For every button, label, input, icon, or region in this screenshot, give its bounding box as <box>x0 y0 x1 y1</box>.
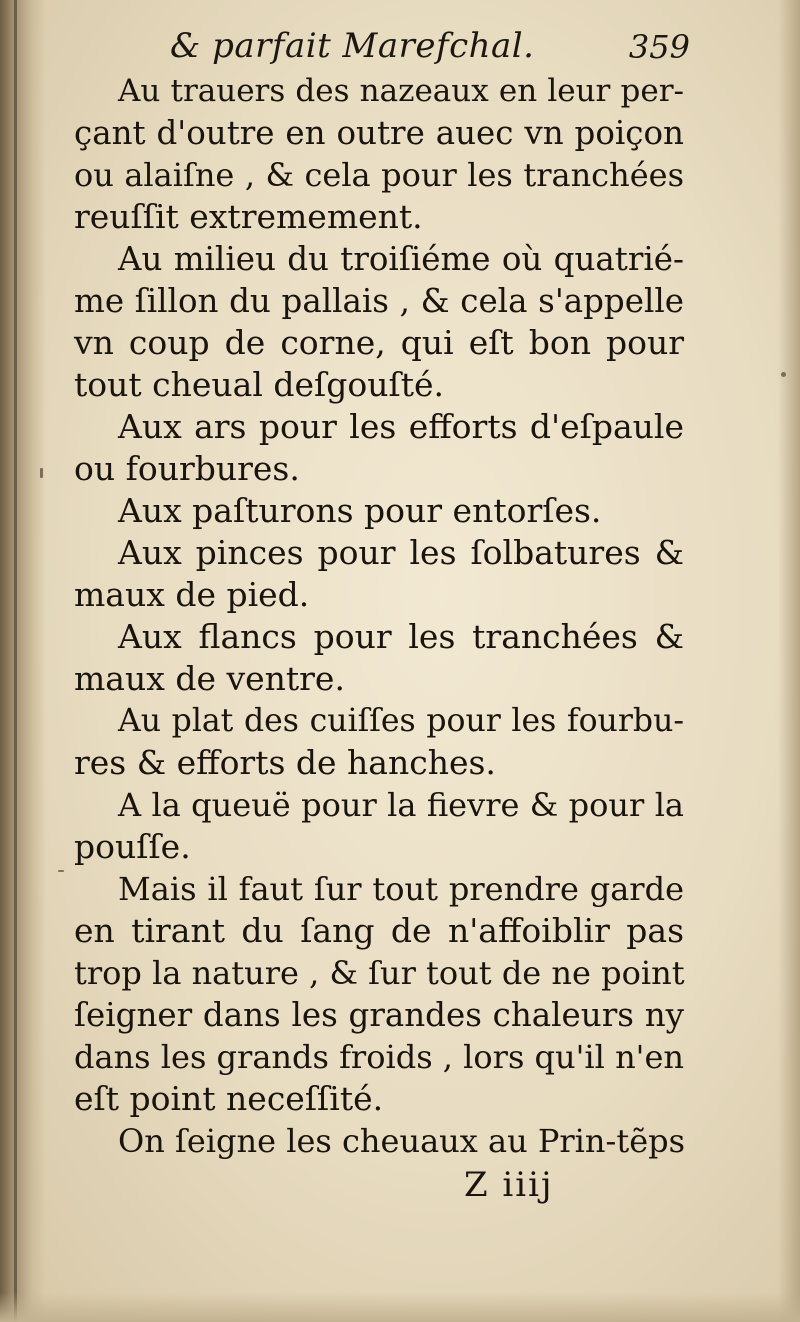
running-title: & parfait Marefchal. <box>170 26 535 66</box>
text-line: Aux flancs pour les tranchées & <box>118 617 684 656</box>
ink-speck <box>781 372 786 377</box>
text-line: en tirant du ſang de n'affoiblir pas <box>74 911 684 950</box>
body-text <box>74 70 684 1162</box>
text-line: Aux ars pour les efforts d'eſpaule <box>118 407 684 446</box>
signature-mark: Z iiij <box>464 1165 554 1205</box>
text-line: ou fourbures. <box>74 449 300 488</box>
text-line: vn coup de corne, qui eſt bon pour <box>74 323 684 362</box>
text-line: Au trauers des nazeaux en leur per- <box>118 73 684 109</box>
text-line: ou alaiſne , & cela pour les tranchées <box>74 156 684 194</box>
text-line: maux de ventre. <box>74 659 345 698</box>
text-line: reuſſit extremement. <box>74 197 423 236</box>
ink-speck <box>40 468 43 478</box>
text-line: res & efforts de hanches. <box>74 743 496 782</box>
binding-edge-line <box>14 0 17 1322</box>
text-line: Mais il faut ſur tout prendre garde <box>118 870 684 908</box>
text-line: Au milieu du troiſiéme où quatrié- <box>118 240 684 278</box>
text-line: On ſeigne les cheuaux au Prin-tẽps <box>118 1122 686 1160</box>
page-number: 359 <box>628 28 690 66</box>
page-right-edge <box>778 0 800 1322</box>
text-line: Aux paſturons pour entorſes. <box>118 491 602 530</box>
text-line: maux de pied. <box>74 575 310 614</box>
text-line: eſt point neceſſité. <box>74 1079 384 1118</box>
text-line: ſeigner dans les grandes chaleurs ny <box>74 996 684 1034</box>
text-line: çant d'outre en outre auec vn poiçon <box>74 114 684 152</box>
page-bottom-edge <box>0 1292 800 1322</box>
page-header <box>170 26 690 76</box>
text-line: trop la nature , & ſur tout de ne point <box>74 954 685 992</box>
text-line: Aux pinces pour les ſolbatures & <box>118 533 684 572</box>
binding-gutter <box>0 0 46 1322</box>
text-line: Au plat des cuiſſes pour les fourbu- <box>118 703 684 739</box>
text-line: me ſillon du pallais , & cela s'appelle <box>74 282 684 320</box>
text-line: tout cheual deſgouſté. <box>74 365 444 404</box>
ink-speck <box>58 870 64 872</box>
text-line: A la queuë pour la fievre & pour la <box>118 786 684 824</box>
text-line: pouſſe. <box>74 827 191 866</box>
text-line: dans les grands froids , lors qu'il n'en <box>74 1038 685 1076</box>
